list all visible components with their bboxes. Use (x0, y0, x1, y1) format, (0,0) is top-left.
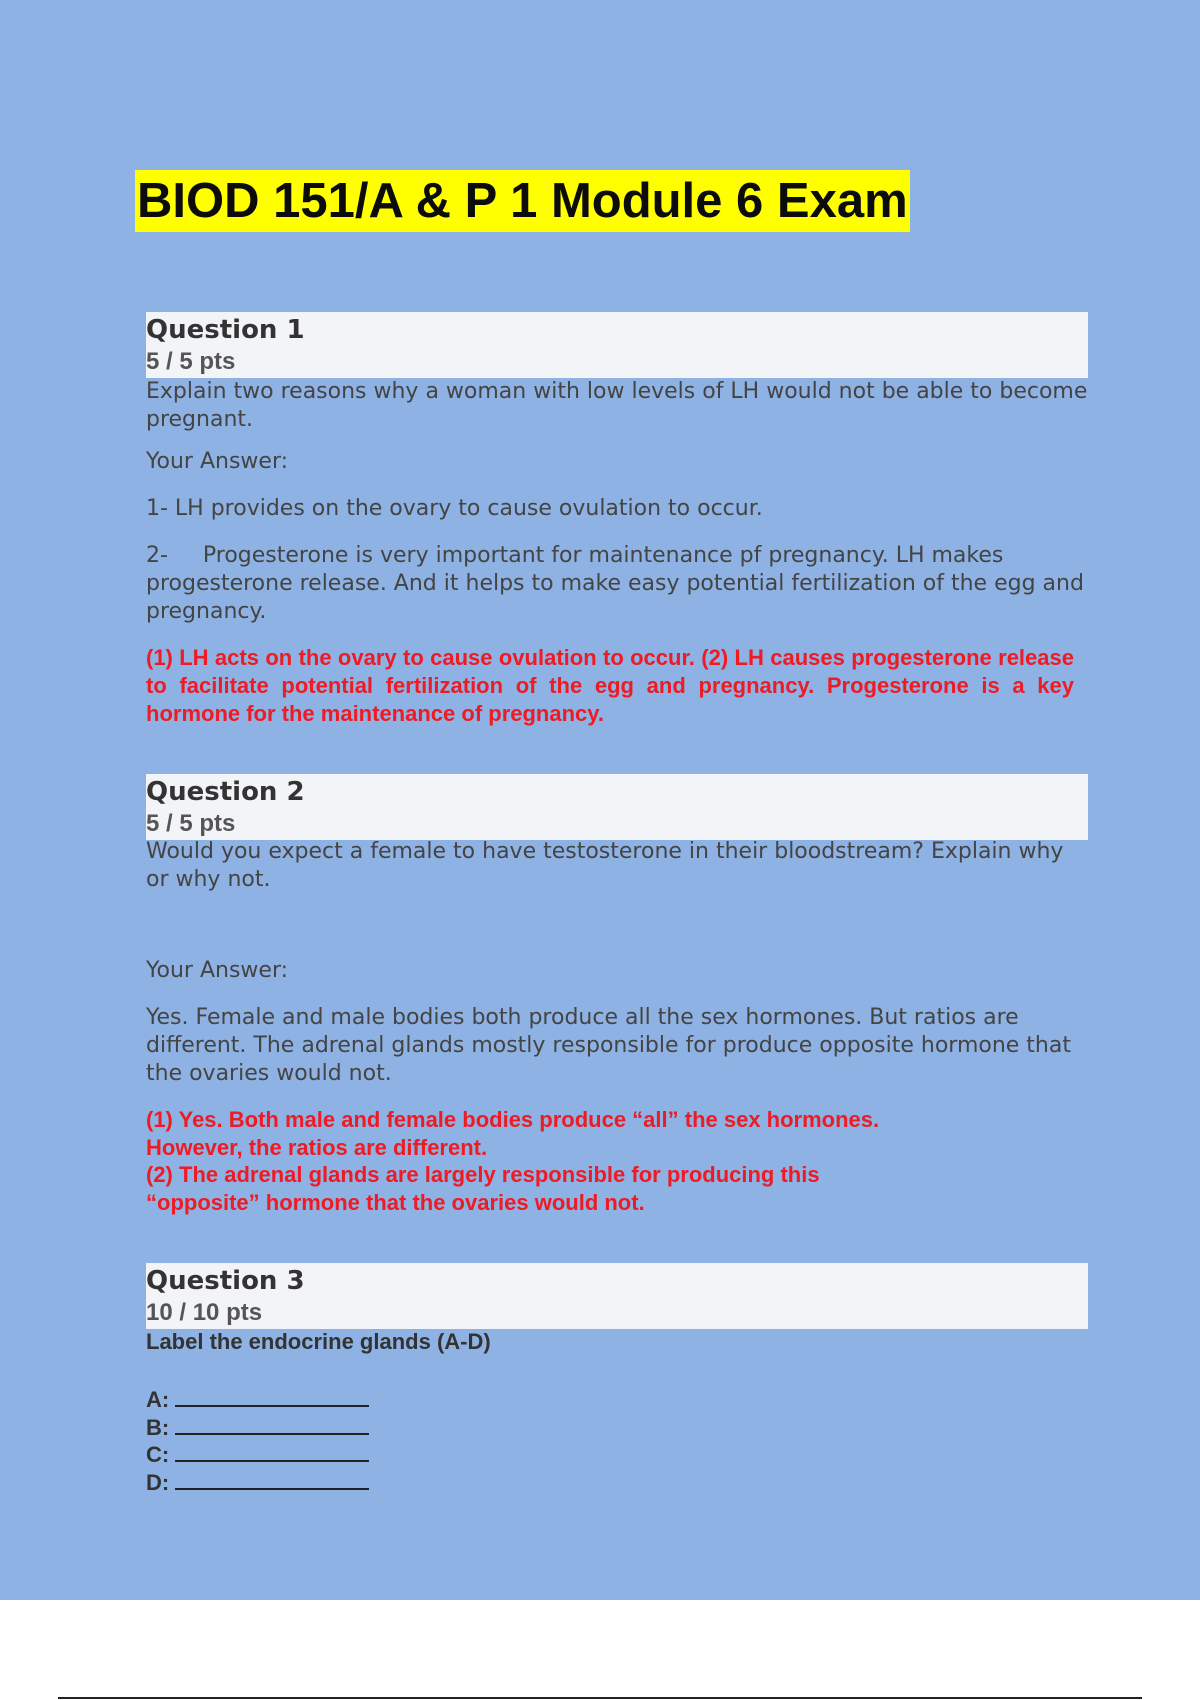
question-3-title: Question 3 (146, 1266, 305, 1296)
gland-label-d-blank (175, 1466, 369, 1490)
question-2-correct-answer-line-1: (1) Yes. Both male and female bodies produce “all” the sex hormones. (146, 1107, 880, 1132)
question-2-correct-answer-line-3: (2) The adrenal glands are largely responsible for producing this (146, 1162, 820, 1187)
gland-label-a (146, 1383, 369, 1414)
exam-title: BIOD 151/A & P 1 Module 6 Exam (135, 170, 910, 232)
footer-rule (58, 1697, 1142, 1699)
question-1-answer-label: Your Answer: (146, 449, 289, 474)
gland-label-a-text: A: (146, 1387, 170, 1412)
question-2-answer-label: Your Answer: (146, 958, 289, 983)
gland-label-b-text: B: (146, 1415, 170, 1440)
gland-label-c-blank (175, 1438, 369, 1462)
question-2-prompt: Would you expect a female to have testosterone in their bloodstream? Explain why or why not. (146, 839, 1064, 892)
question-1-prompt: Explain two reasons why a woman with low levels of LH would not be able to become pregnant. (146, 379, 1088, 432)
question-1-title: Question 1 (146, 315, 305, 345)
question-1-answer-2: 2- Progesterone is very important for maintenance pf pregnancy. LH makes progesterone release. And it helps to make easy potential fertilization of the egg and pregnancy. (146, 543, 1091, 624)
question-1-answer-1: 1- LH provides on the ovary to cause ovulation to occur. (146, 496, 763, 521)
gland-label-c (146, 1438, 369, 1469)
question-1-points: 5 / 5 pts (146, 348, 236, 375)
question-2-points: 5 / 5 pts (146, 810, 236, 837)
question-1-correct-answer: (1) LH acts on the ovary to cause ovulation to occur. (2) LH causes progesterone release to facilitate potential fertilization of the egg and pregnancy. Progesterone is a key hormone for the maintenance of pregnancy. (146, 645, 1074, 726)
question-1-header (146, 312, 1088, 378)
gland-label-d (146, 1466, 369, 1497)
question-3-header (146, 1263, 1088, 1329)
gland-label-a-blank (175, 1383, 369, 1407)
question-2-correct-answer-line-4: “opposite” hormone that the ovaries would not. (146, 1190, 645, 1215)
question-2-answer-1: Yes. Female and male bodies both produce all the sex hormones. But ratios are different. The adrenal glands mostly responsible for produce opposite hormone that the ovaries would not. (146, 1005, 1071, 1086)
question-2-header (146, 774, 1088, 840)
question-2-title: Question 2 (146, 777, 305, 807)
question-3-points: 10 / 10 pts (146, 1299, 263, 1326)
gland-label-c-text: C: (146, 1442, 170, 1467)
question-3-prompt: Label the endocrine glands (A-D) (146, 1329, 491, 1354)
gland-label-b-blank (175, 1411, 369, 1435)
gland-label-d-text: D: (146, 1470, 170, 1495)
question-2-correct-answer-line-2: However, the ratios are different. (146, 1135, 488, 1160)
